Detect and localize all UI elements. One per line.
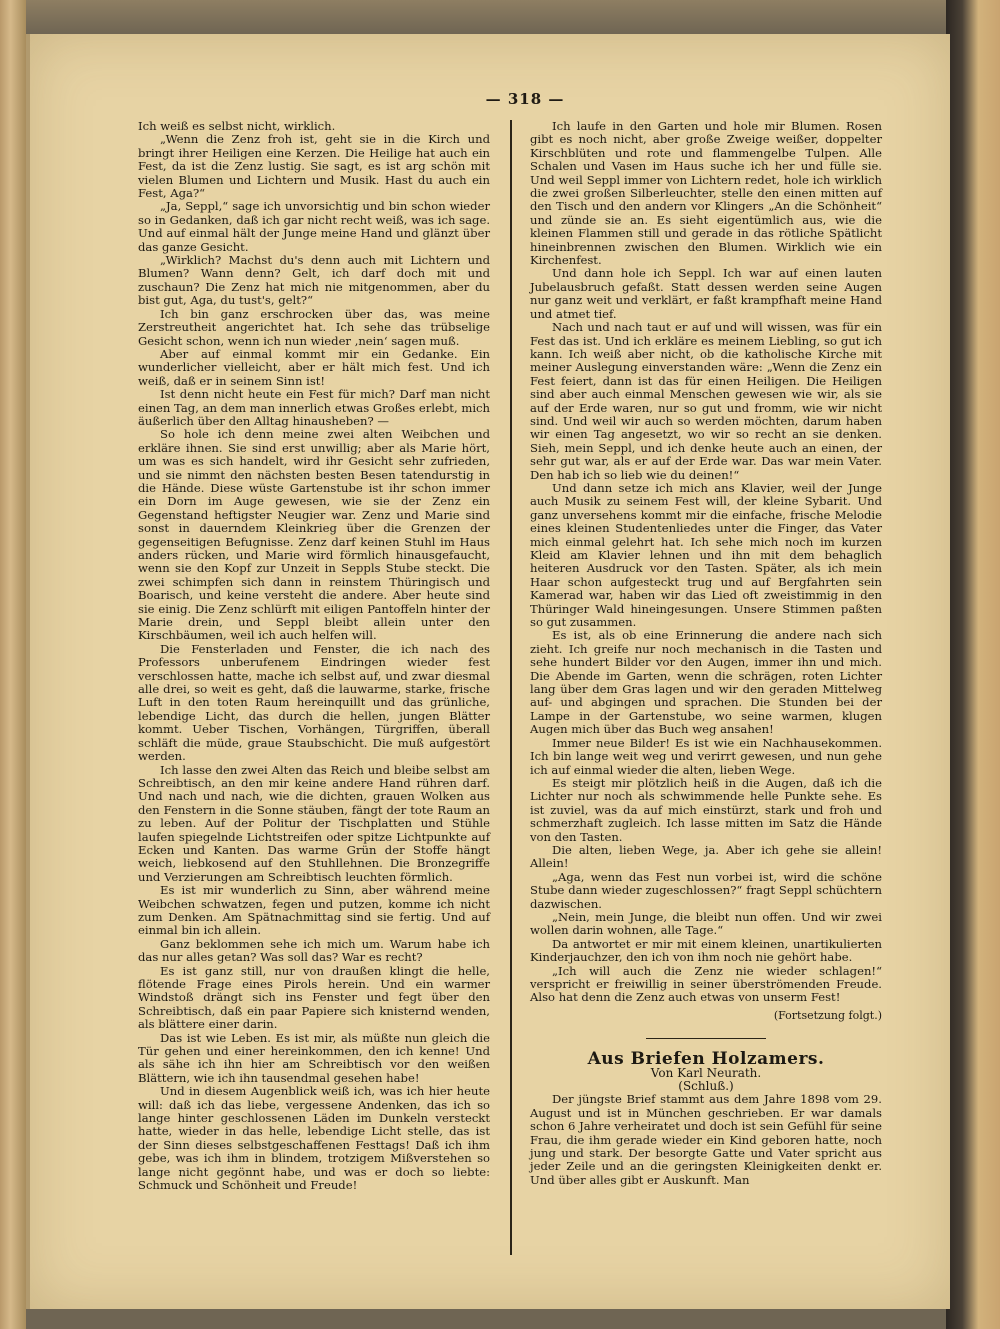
article-note: (Schluß.) <box>678 1079 734 1094</box>
paragraph: Es ist, als ob eine Erinnerung die andere nach sich zieht. Ich greife nur noch mechanisch in die Tasten und sehe hundert Bilder vor den Augen, immer ihn und mich. Die Abende im Garten, wenn die schrägen, roten Lichter lang über dem Gras lagen und wir den geraden Mittelweg auf- und abgingen und sprachen. Die Stunden bei der Lampe in der Gartenstube, wo seine warmen, klugen Augen mich über das Buch weg ansahen! <box>530 628 882 737</box>
left-column <box>138 120 490 1193</box>
paragraph: Immer neue Bilder! Es ist wie ein Nachhausekommen. Ich bin lange weit weg und verirrt gewesen, und nun gehe ich auf einmal wieder die alten, lieben Wege. <box>530 735 882 777</box>
paragraph: Das ist wie Leben. Es ist mir, als müßte nun gleich die Tür gehen und einer hereinkommen, den ich kenne! Und als sähe ich ihn hier am Schreibtisch vor den weißen Blättern, wie ich ihn tausendmal gesehen habe! <box>138 1030 490 1085</box>
paragraph: Und dann setze ich mich ans Klavier, weil der Junge auch Musik zu seinem Fest will, der kleine Sybarit. Und ganz unversehens kommt mir die einfache, frische Melodie eines kleinen Studentenliedes unter die Finger, das Vater mich einmal gelehrt hat. Ich sehe mich noch im kurzen Kleid am Klavier lehnen und ihn mit dem behaglich heiteren Ausdruck vor den Tasten. Später, als ich mein Haar schon aufgesteckt trug und auf Bergfahrten sein Kamerad war, haben wir das Lied oft zweistimmig in den Thüringer Wald hineingesungen. Unsere Stimmen paßten so gut zusammen. <box>530 480 882 630</box>
article-title: Aus Briefen Holzamers. <box>587 1049 825 1070</box>
paragraph: Aber auf einmal kommt mir ein Gedanke. Ein wunderlicher vielleicht, aber er hält mich fest. Und ich weiß, daß er in seinem Sinn ist! <box>138 346 490 388</box>
paragraph: Es ist ganz still, nur von draußen klingt die helle, flötende Frage eines Pirols herein. Und ein warmer Windstoß drängt sich ins Fenster und fegt über den Schreibtisch, daß ein paar Papiere sich knisternd wenden, als blättere einer darin. <box>138 963 490 1032</box>
right-column <box>530 120 882 1187</box>
paragraph: Ich laufe in den Garten und hole mir Blumen. Rosen gibt es noch nicht, aber große Zweige weißer, doppelter Kirschblüten und rote und flammengelbe Tulpen. Alle Schalen und Vasen im Haus suche ich her und fülle sie. Und weil Seppl immer von Lichtern redet, hole ich wirklich die zwei großen Silberleuchter, stelle den einen mitten auf den Tisch und den andern vor Klingers „An die Schönheit“ und zünde sie an. Es sieht eigentümlich aus, wie die kleinen Flammen still und gerade in das rötliche Spätlicht hineinbrennen zwischen den Blumen. Wirklich wie ein Kirchenfest. <box>530 119 882 268</box>
paragraph: „Nein, mein Junge, die bleibt nun offen. Und wir zwei wollen darin wohnen, alle Tage.“ <box>530 909 882 938</box>
paragraph: Ich lasse den zwei Alten das Reich und bleibe selbst am Schreibtisch, an den mir keine andere Hand rühren darf. Und nach und nach, wie die dichten, grauen Wolken aus den Fenstern in die Sonne stäuben, fängt der tote Raum an zu leben. Auf der Politur der Tischplatten und Stühle laufen spiegelnde Lichtstreifen oder spitze Lichtpunkte auf Ecken und Kanten. Das warme Grün der Stoffe hängt weich, liebkosend auf den Stuhllehnen. Die Bronzegriffe und Verzierungen am Schreibtisch leuchten förmlich. <box>138 762 490 884</box>
paragraph: Da antwortet er mir mit einem kleinen, unartikulierten Kinderjauchzer, den ich von ihm noch nie gehört habe. <box>530 936 882 965</box>
continuation-note: (Fortsetzung folgt.) <box>773 1008 882 1022</box>
paragraph: Die Fensterladen und Fenster, die ich nach des Professors unberufenem Eindringen wieder fest verschlossen hatte, mache ich selbst auf, und zwar diesmal alle drei, so weit es geht, daß die lauwarme, starke, frische Luft in den toten Raum hereinquillt und das grünliche, lebendige Licht, das durch die hellen, jungen Blätter kommt. Ueber Tischen, Vorhängen, Türgriffen, überall schläft die müde, graue Staubschicht. Die muß aufgestört werden. <box>138 641 490 764</box>
paragraph: Es steigt mir plötzlich heiß in die Augen, daß ich die Lichter nur noch als schwimmende helle Punkte sehe. Es ist zuviel, was da auf mich einstürzt, stark und froh und schmerzhaft zugleich. Ich lasse mitten im Satz die Hände von den Tasten. <box>530 775 882 844</box>
scan-background-top <box>0 0 1000 34</box>
paragraph: „Wenn die Zenz froh ist, geht sie in die Kirch und bringt ihrer Heiligen eine Kerzen. Die Heilige hat auch ein Fest, da ist die Zenz lustig. Sie sagt, es ist arg schön mit vielen Blumen und Lichtern und Musik. Hast du auch ein Fest, Aga?“ <box>138 132 490 201</box>
article-author: Von Karl Neurath. <box>650 1065 762 1080</box>
paragraph: Es ist mir wunderlich zu Sinn, aber während meine Weibchen schwatzen, fegen und putzen, komme ich nicht zum Denken. Am Spätnachmittag sind sie fertig. Und auf einmal bin ich allein. <box>138 883 490 938</box>
paragraph: Ich weiß es selbst nicht, wirklich. <box>138 119 336 133</box>
paragraph: „Ja, Seppl,“ sage ich unvorsichtig und bin schon wieder so in Gedanken, daß ich gar nicht recht weiß, was ich sage. Und auf einmal hält der Junge meine Hand und glänzt über das ganze Gesicht. <box>138 199 490 254</box>
section-divider <box>646 1038 766 1039</box>
paragraph: „Wirklich? Machst du's denn auch mit Lichtern und Blumen? Wann denn? Gelt, ich darf doch mit und zuschaun? Die Zenz hat mich nie mitgenommen, aber du bist gut, Aga, du tust's, gelt?“ <box>138 253 490 308</box>
column-rule <box>510 120 512 1255</box>
paragraph: Die alten, lieben Wege, ja. Aber ich gehe sie allein! Allein! <box>530 842 882 871</box>
paragraph: So hole ich denn meine zwei alten Weibchen und erkläre ihnen. Sie sind erst unwillig; aber als Marie hört, um was es sich handelt, wird ihr Gesicht sehr zufrieden, und sie nimmt den nächsten besten Besen tatendurstig in die Hände. Diese wüste Gartenstube ist ihr schon immer ein Dorn im Auge gewesen, wie sie der Zenz ein Gegenstand heftigster Neugier war. Zenz und Marie sind sonst in dauerndem Kleinkrieg über die Grenzen der gegenseitigen Befugnisse. Zenz darf keinen Stuhl im Haus anders rücken, und Marie wird förmlich hinausgefaucht, wenn sie den Kopf zur Unzeit in Seppls Stube steckt. Die zwei schimpfen sich dann in reinstem Thüringisch und Boarisch, und keine versteht die andere. Aber heute sind sie einig. Die Zenz schlürft mit eiligen Pantoffeln hinter der Marie drein, und Seppl bleibt allein unter den Kirschbäumen, weil ich auch helfen will. <box>138 427 490 643</box>
paragraph: Ich bin ganz erschrocken über das, was meine Zerstreutheit angerichtet hat. Ich sehe das trübselige Gesicht schon, wenn ich nun wieder ‚nein‘ sagen muß. <box>138 306 490 348</box>
paragraph: „Aga, wenn das Fest nun vorbei ist, wird die schöne Stube dann wieder zugeschlossen?“ fragt Seppl schüchtern dazwischen. <box>530 869 882 911</box>
paragraph: Und in diesem Augenblick weiß ich, was ich hier heute will: daß ich das liebe, vergessene Andenken, das ich so lange hinter geschlossenen Läden im Dunkeln versteckt hatte, wieder in das helle, lebendige Licht stelle, das ist der Sinn dieses selbstgeschaffenen Festtags! Daß ich ihm gebe, was ich ihm in blindem, trotzigem Mißverstehen so lange nicht gegönnt habe, und was er doch so liebte: Schmuck und Schönheit und Freude! <box>138 1084 490 1193</box>
book-edge-right <box>946 0 1000 1329</box>
book-edge-left <box>0 0 26 1329</box>
paragraph: Ganz beklommen sehe ich mich um. Warum habe ich das nur alles getan? Was soll das? War es recht? <box>138 936 490 965</box>
paragraph: Ist denn nicht heute ein Fest für mich? Darf man nicht einen Tag, an dem man innerlich etwas Großes erlebt, mich äußerlich über den Alltag hinausheben? — <box>138 387 490 428</box>
paragraph: „Ich will auch die Zenz nie wieder schlagen!“ verspricht er freiwillig in seiner überströmenden Freude. Also hat denn die Zenz auch etwas von unserm Fest! <box>530 963 882 1005</box>
paragraph: Und dann hole ich Seppl. Ich war auf einen lauten Jubelausbruch gefaßt. Statt dessen werden seine Augen nur ganz weit und verklärt, er faßt krampfhaft meine Hand und atmet tief. <box>530 266 882 321</box>
paragraph: Nach und nach taut er auf und will wissen, was für ein Fest das ist. Und ich erkläre es meinem Liebling, so gut ich kann. Ich weiß aber nicht, ob die katholische Kirche mit meiner Auslegung einverstanden wäre: „Wenn die Zenz ein Fest feiert, dann ist das für einen Heiligen. Die Heiligen sind aber auch einmal Menschen gewesen wie wir, als sie auf der Erde waren, nur so gut und fromm, wie wir nicht sind. Und weil wir auch so werden möchten, darum haben wir einen Tag angesetzt, wo wir so recht an sie denken. Sieh, mein Seppl, und ich denke heute auch an einen, der sehr gut war, als er auf der Erde war. Das war mein Vater. Den hab ich so lieb wie du deinen!“ <box>530 320 882 482</box>
page-number: — 318 — <box>485 90 565 108</box>
article-body: Der jüngste Brief stammt aus dem Jahre 1898 vom 29. August und ist in München geschrieben. Er war damals schon 6 Jahre verheiratet und doch ist sein Gefühl für seine Frau, die ihm gerade wieder ein Kind geboren hatte, noch jung und stark. Der besorgte Gatte und Vater spricht aus jeder Zeile und an die geringsten Kleinigkeiten denkt er. Und über alles gibt er Auskunft. Man <box>530 1092 882 1187</box>
